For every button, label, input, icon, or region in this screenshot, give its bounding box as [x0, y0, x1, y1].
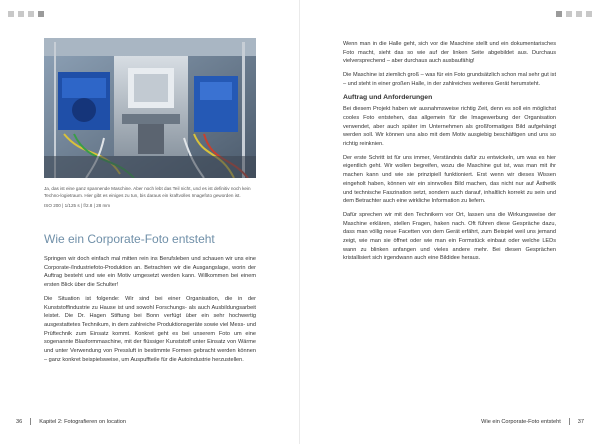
chapter-title: Kapitel 2: Fotografieren on location [39, 418, 126, 425]
page-number: 37 [577, 418, 584, 425]
footer-separator [30, 418, 31, 425]
footer-separator [569, 418, 570, 425]
paragraph: Bei diesem Projekt haben wir ausnahmsweise richtig Zeit, denn es soll ein möglichst cooles Foto entstehen, das allgemein für die Imagewerbung der Organisation verwendet, aber auch später im Unternehmen als großformatiges Bild aufgehängt werden soll. Wir können uns also mit dem Motiv ausgiebig beschäftigen und uns so richtig reinknien. [343, 106, 556, 148]
corner-marks-left [8, 11, 44, 17]
paragraph: Der erste Schritt ist für uns immer, Verständnis dafür zu entwickeln, um was es hier eigentlich geht. Wir wollen begreifen, wozu die Maschine gut ist, was man mit ihr machen kann und wie sie prinzipiell funktioniert. Erst wenn wir dieses Wissen eingeholt haben, können wir ein sinnvolles Bild machen, das nicht nur auf Ästhetik und technische Faszination setzt, sondern auch darauf, inhaltlich korrekt zu sein und dem Betrachter auch eine wirkliche Information zu liefern. [343, 154, 556, 205]
footer-right [481, 418, 584, 425]
right-page [300, 0, 600, 444]
section-title: Wie ein Corporate-Foto entsteht [44, 232, 215, 246]
right-body-text [343, 40, 556, 268]
paragraph: Wenn man in die Halle geht, sich vor die Maschine stellt und ein dokumentarisches Foto macht, sieht das so wie auf der linken Seite abgebildet aus. Durchaus vielversprechend – aber durchaus auch ausbaufähig! [343, 41, 556, 65]
footer-left [16, 418, 126, 425]
paragraph: Dafür sprechen wir mit den Technikern vor Ort, lassen uns die Wirkungsweise der Maschine erklären, stellen Fragen, haken nach. Oft führen diese Gespräche dazu, dass man völlig neue Facetten von dem Gerät erfährt, zum Beispiel weil uns jemand zeigt, wie man sie öffnet oder wie man ein Formstück einbaut oder welche LEDs wann zu blinken anfangen und vieles andere mehr. Bei diesen Gesprächen kristallisiert sich irgendwann auch eine Bildidee heraus. [343, 211, 556, 262]
running-title: Wie ein Corporate-Foto entsteht [481, 418, 561, 425]
caption-text: Ja, das ist eine ganz spannende Maschine. Aber noch lebt das Teil nicht, und es ist definitiv noch kein Techno-logietraum. Hier gibt es einiges zu tun, bis daraus ein kraftvolles Imagefoto geworden ist. [44, 186, 251, 198]
machine-photo [44, 38, 256, 178]
paragraph: Die Maschine ist ziemlich groß – was für ein Foto grundsätzlich schon mal sehr gut ist – und steht in einer großen Halle, in der zahlreiches weiteres Gerät herumsteht. [343, 72, 556, 87]
photo-caption [44, 186, 256, 210]
caption-exif: ISO 200 | 1/125 s | f/2.8 | 28 mm [44, 203, 111, 209]
paragraph: Springen wir doch einfach mal mitten rein ins Berufsleben und schauen wir uns eine Corporate-/Industriefoto-Produktion an. Betrachten wir die Ausgangslage, worin der Auftrag besteht und wie ein Motiv umgesetzt werden kann. Willkommen bei einem ersten Blick über die Schulter! [44, 256, 256, 289]
left-body-text [44, 255, 256, 369]
paragraph: Die Situation ist folgende: Wir sind bei einer Organisation, die in der Kunststoffindustrie zu Hause ist und sowohl Forschungs- als auch Ausbildungsarbeit leistet. Die Dr. Hagen Stiftung bei Bonn verfügt über ein sehr hochwertig ausgestattetes Technikum, in dem zahlreiche Produktionsgeräte sowie viel Mess- und Prüftechnik zum Einsatz kommt. Konkret geht es bei unserem Foto um eine sogenannte Blasformmaschine, mit der flüssiger Kunststoff unter Einsatz von Wärme und unter Verwendung von Pressluft in bestimmte Formen gebracht werden können – ganz konkret beispielsweise, um Auspuffteile für die Autoindustrie herzustellen. [44, 295, 256, 363]
subheading: Auftrag und Anforderungen [343, 93, 433, 101]
corner-marks-right [556, 11, 592, 17]
page-number: 36 [16, 418, 23, 425]
machine-photo-illustration [44, 38, 256, 178]
